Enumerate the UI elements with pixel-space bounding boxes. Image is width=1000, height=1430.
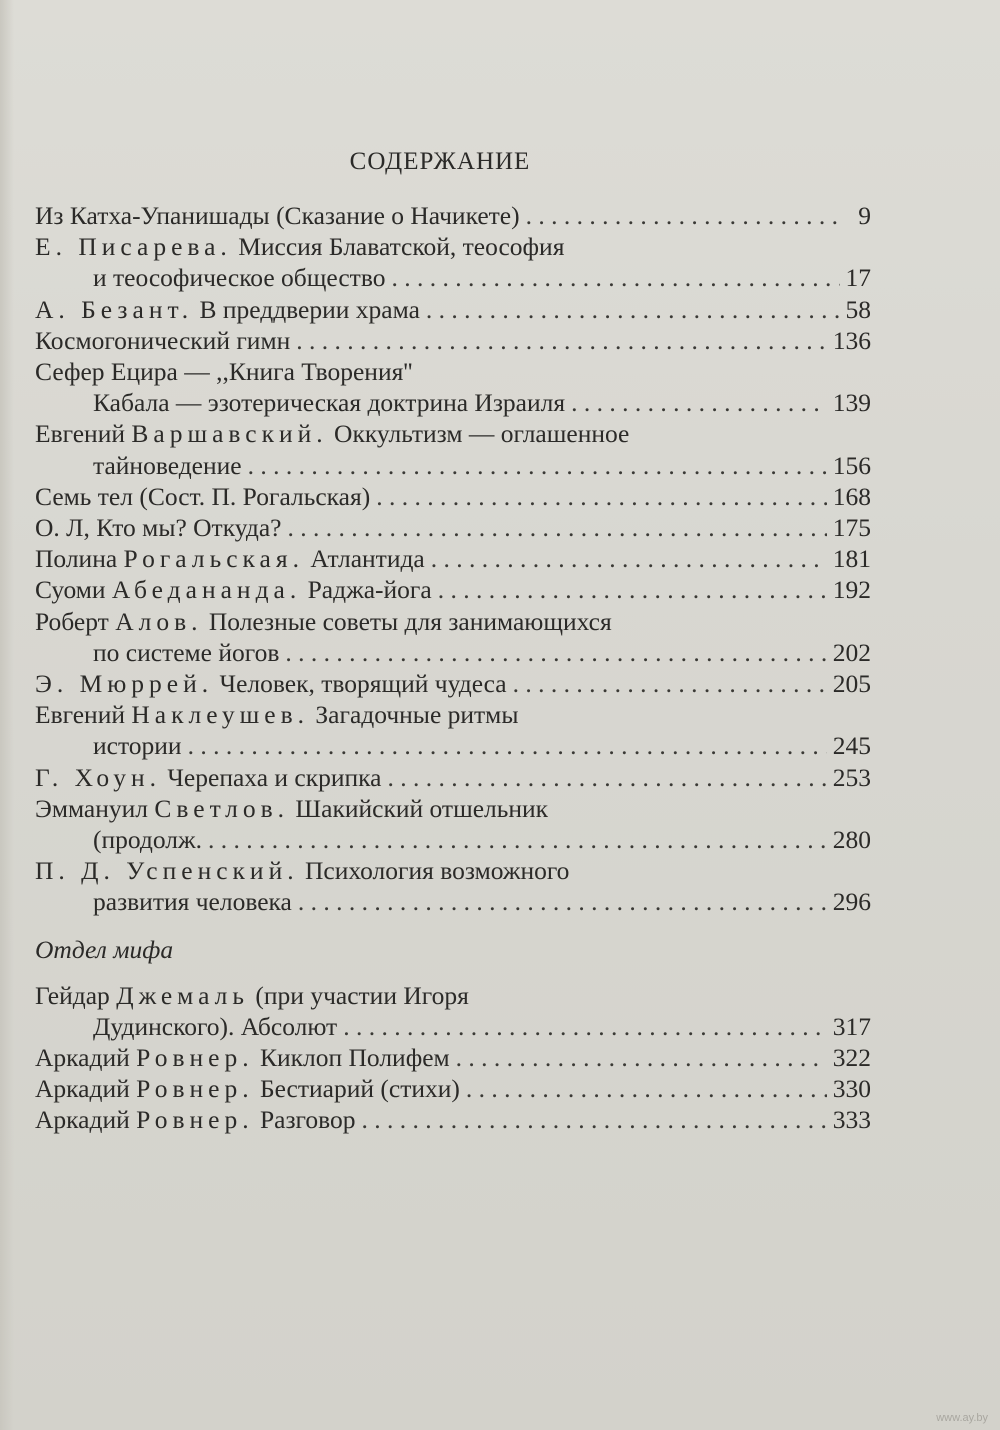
dot-leader <box>188 730 827 761</box>
toc-entry-line <box>35 200 871 231</box>
toc-entry-text <box>35 574 432 605</box>
entry-title-text: Шакийский отшельник <box>289 793 549 823</box>
entry-title-text: Кабала — эзотерическая доктрина Израиля <box>93 388 566 418</box>
author-first-name: Полина <box>35 544 124 574</box>
toc-entry <box>35 762 871 793</box>
toc-entry <box>35 325 871 356</box>
dot-leader <box>248 450 827 481</box>
toc-entry-line <box>35 1104 871 1135</box>
author-first-name: Аркадий <box>35 1043 137 1073</box>
author-first-name: Эммануил <box>35 793 155 823</box>
toc-entry-line <box>35 762 871 793</box>
toc-entry-line <box>35 793 871 824</box>
toc-entry-text <box>35 294 420 325</box>
toc-entry <box>35 1042 871 1073</box>
author-first-name: Аркадий <box>35 1105 137 1135</box>
entry-title-text: истории <box>93 731 182 761</box>
page-title: СОДЕРЖАНИЕ <box>349 148 531 175</box>
page-number: 330 <box>832 1074 871 1104</box>
page-number: 9 <box>858 201 871 230</box>
toc-entry <box>35 793 871 855</box>
dot-leader <box>343 1011 827 1042</box>
page-number: 253 <box>832 762 871 792</box>
toc-entry-text <box>35 512 281 543</box>
author-first-name: Аркадий <box>35 1074 137 1104</box>
toc-entry-line <box>35 294 871 325</box>
toc-entry <box>35 668 871 699</box>
toc-entry-text <box>35 855 569 886</box>
toc-entry-text <box>35 606 612 637</box>
toc-entry-text <box>93 262 385 293</box>
entry-title-text: Разговор <box>253 1105 356 1135</box>
page-number: 58 <box>845 294 871 324</box>
author-name: Наклеушев. <box>131 700 310 730</box>
toc-entry-text <box>35 793 548 824</box>
toc-entry-line <box>35 668 871 699</box>
toc-entry <box>35 543 871 574</box>
toc-entry-line <box>35 262 871 293</box>
entry-title-text: Психология возможного <box>298 856 570 886</box>
entry-title-text: О. Л, Кто мы? Откуда? <box>35 513 282 543</box>
page-number: 168 <box>832 481 871 511</box>
toc-entry-line <box>35 606 871 637</box>
toc-entry-line <box>35 980 871 1011</box>
entry-title-text: (продолж. <box>93 825 203 855</box>
author-name: Ровнер. <box>136 1105 254 1135</box>
author-name: Ровнер. <box>136 1043 254 1073</box>
dot-leader <box>285 637 826 668</box>
author-name: Ровнер. <box>136 1074 254 1104</box>
toc-entry <box>35 512 871 543</box>
toc-entry-line <box>35 824 871 855</box>
page-number: 322 <box>832 1043 871 1073</box>
author-name: Э. Мюррей. <box>35 669 214 699</box>
entry-title-text: Киклоп Полифем <box>253 1043 450 1073</box>
toc-entry-text <box>93 637 279 668</box>
author-name: Светлов. <box>154 793 290 823</box>
toc-entry-text <box>93 387 565 418</box>
dot-leader <box>431 543 827 574</box>
toc-entry-line <box>35 512 871 543</box>
dot-leader <box>208 824 827 855</box>
author-name: Абедананда. <box>111 575 302 605</box>
dot-leader <box>376 481 827 512</box>
toc-entry-text <box>93 1011 337 1042</box>
author-first-name: Роберт <box>35 606 116 636</box>
entry-title-text: Загадочные ритмы <box>309 700 519 730</box>
toc-entry-line <box>35 481 871 512</box>
author-name: Джемаль <box>116 980 250 1010</box>
entry-title-text: по системе йогов <box>93 637 280 667</box>
dot-leader <box>438 574 827 605</box>
toc-section-list <box>35 980 871 1136</box>
toc-entry <box>35 699 871 761</box>
toc-entry-line <box>35 356 871 387</box>
toc-entry-text <box>35 980 469 1011</box>
toc-entry <box>35 855 871 917</box>
entry-title-text: и теософическое общество <box>93 263 386 293</box>
dot-leader <box>361 1104 826 1135</box>
page-number: 202 <box>832 637 871 667</box>
entry-title-text: Черепаха и скрипка <box>160 762 382 792</box>
dot-leader <box>526 200 845 231</box>
toc-entry-text <box>35 1104 355 1135</box>
table-of-contents <box>35 200 871 1136</box>
toc-entry <box>35 481 871 512</box>
page-number: 17 <box>845 263 871 293</box>
toc-entry-line <box>35 543 871 574</box>
page-number: 136 <box>832 325 871 355</box>
dot-leader <box>287 512 826 543</box>
toc-entry-text <box>93 730 182 761</box>
author-name: Алов. <box>115 606 203 636</box>
page-number: 139 <box>832 388 871 418</box>
toc-entry-text <box>35 1042 450 1073</box>
author-first-name: Гейдар <box>35 980 117 1010</box>
entry-title-text: Оккультизм — оглашенное <box>327 419 630 449</box>
entry-title-text: тайноведение <box>93 450 242 480</box>
dot-leader <box>466 1073 827 1104</box>
toc-entry-line <box>35 1011 871 1042</box>
toc-entry-text <box>35 699 518 730</box>
toc-entry-line <box>35 730 871 761</box>
section-heading: Отдел мифа <box>35 934 174 964</box>
toc-entry-text <box>35 325 290 356</box>
dot-leader <box>456 1042 827 1073</box>
toc-entry-text <box>35 543 425 574</box>
toc-entry-line <box>35 387 871 418</box>
page-number: 192 <box>832 575 871 605</box>
entry-title-text: развития человека <box>93 887 292 917</box>
entry-title-text: (при участии Игоря <box>249 980 469 1010</box>
toc-entry-text <box>35 418 629 449</box>
author-name: Варшавский. <box>131 419 328 449</box>
toc-entry <box>35 980 871 1042</box>
entry-title-text: Семь тел (Сост. П. Рогальская) <box>35 481 371 511</box>
author-first-name: Суоми <box>35 575 112 605</box>
dot-leader <box>387 762 826 793</box>
toc-entry <box>35 356 871 418</box>
author-first-name: Евгений <box>35 700 132 730</box>
page-number: 181 <box>832 544 871 574</box>
entry-title-text: В преддверии храма <box>193 294 420 324</box>
entry-title-text: Космогонический гимн <box>35 325 291 355</box>
toc-main-list <box>35 200 871 918</box>
author-name: Рогальская. <box>123 544 304 574</box>
dot-leader <box>513 668 827 699</box>
toc-entry <box>35 1104 871 1135</box>
toc-entry-text <box>93 824 202 855</box>
toc-entry-text <box>35 1073 460 1104</box>
entry-title-text: Атлантида <box>303 544 425 574</box>
toc-entry-text <box>35 668 507 699</box>
entry-title-text: Бестиарий (стихи) <box>253 1074 460 1104</box>
toc-entry-text <box>35 200 520 231</box>
entry-title-text: Миссия Блаватской, теософия <box>231 232 565 262</box>
toc-entry-text <box>35 762 381 793</box>
entry-title-text: Сефер Ецира — ,,Книга Творения'' <box>35 357 413 387</box>
page-number: 175 <box>832 513 871 543</box>
page-number: 317 <box>832 1011 871 1041</box>
toc-entry-line <box>35 637 871 668</box>
toc-entry <box>35 418 871 480</box>
toc-entry-text <box>93 886 292 917</box>
page-number: 296 <box>832 887 871 917</box>
toc-entry-text <box>35 231 564 262</box>
toc-entry-line <box>35 574 871 605</box>
entry-title-text: Человек, творящий чудеса <box>213 669 507 699</box>
toc-entry-line <box>35 886 871 917</box>
toc-entry-line <box>35 325 871 356</box>
watermark: www.ay.by <box>936 1412 988 1424</box>
toc-entry <box>35 231 871 293</box>
entry-title-text: Дудинского). Абсолют <box>93 1011 338 1041</box>
toc-entry <box>35 1073 871 1104</box>
dot-leader <box>571 387 827 418</box>
toc-entry-line <box>35 418 871 449</box>
toc-entry <box>35 606 871 668</box>
toc-entry <box>35 574 871 605</box>
toc-entry-line <box>35 1073 871 1104</box>
toc-entry-line <box>35 1042 871 1073</box>
page-number: 245 <box>832 731 871 761</box>
toc-entry-line <box>35 699 871 730</box>
dot-leader <box>298 886 827 917</box>
toc-entry-line <box>35 231 871 262</box>
author-name: Г. Хоун. <box>35 762 161 792</box>
toc-entry-line <box>35 855 871 886</box>
entry-title-text: Раджа-йога <box>301 575 432 605</box>
toc-entry-text <box>35 481 370 512</box>
author-name: Е. Писарева. <box>35 232 232 262</box>
entry-title-text: Из Катха-Упанишады (Сказание о Начикете) <box>35 201 520 230</box>
page-number: 156 <box>832 450 871 480</box>
dot-leader <box>426 294 840 325</box>
page-number: 205 <box>832 669 871 699</box>
page-number: 333 <box>832 1105 871 1135</box>
dot-leader <box>391 262 839 293</box>
author-name: А. Безант. <box>35 294 194 324</box>
author-name: П. Д. Успенский. <box>35 856 299 886</box>
author-first-name: Евгений <box>35 419 132 449</box>
dot-leader <box>296 325 827 356</box>
toc-entry-line <box>35 450 871 481</box>
toc-entry-text <box>93 450 242 481</box>
toc-entry <box>35 200 871 231</box>
toc-entry <box>35 294 871 325</box>
page-number: 280 <box>832 825 871 855</box>
toc-entry-text <box>35 356 413 387</box>
entry-title-text: Полезные советы для занимающихся <box>202 606 612 636</box>
